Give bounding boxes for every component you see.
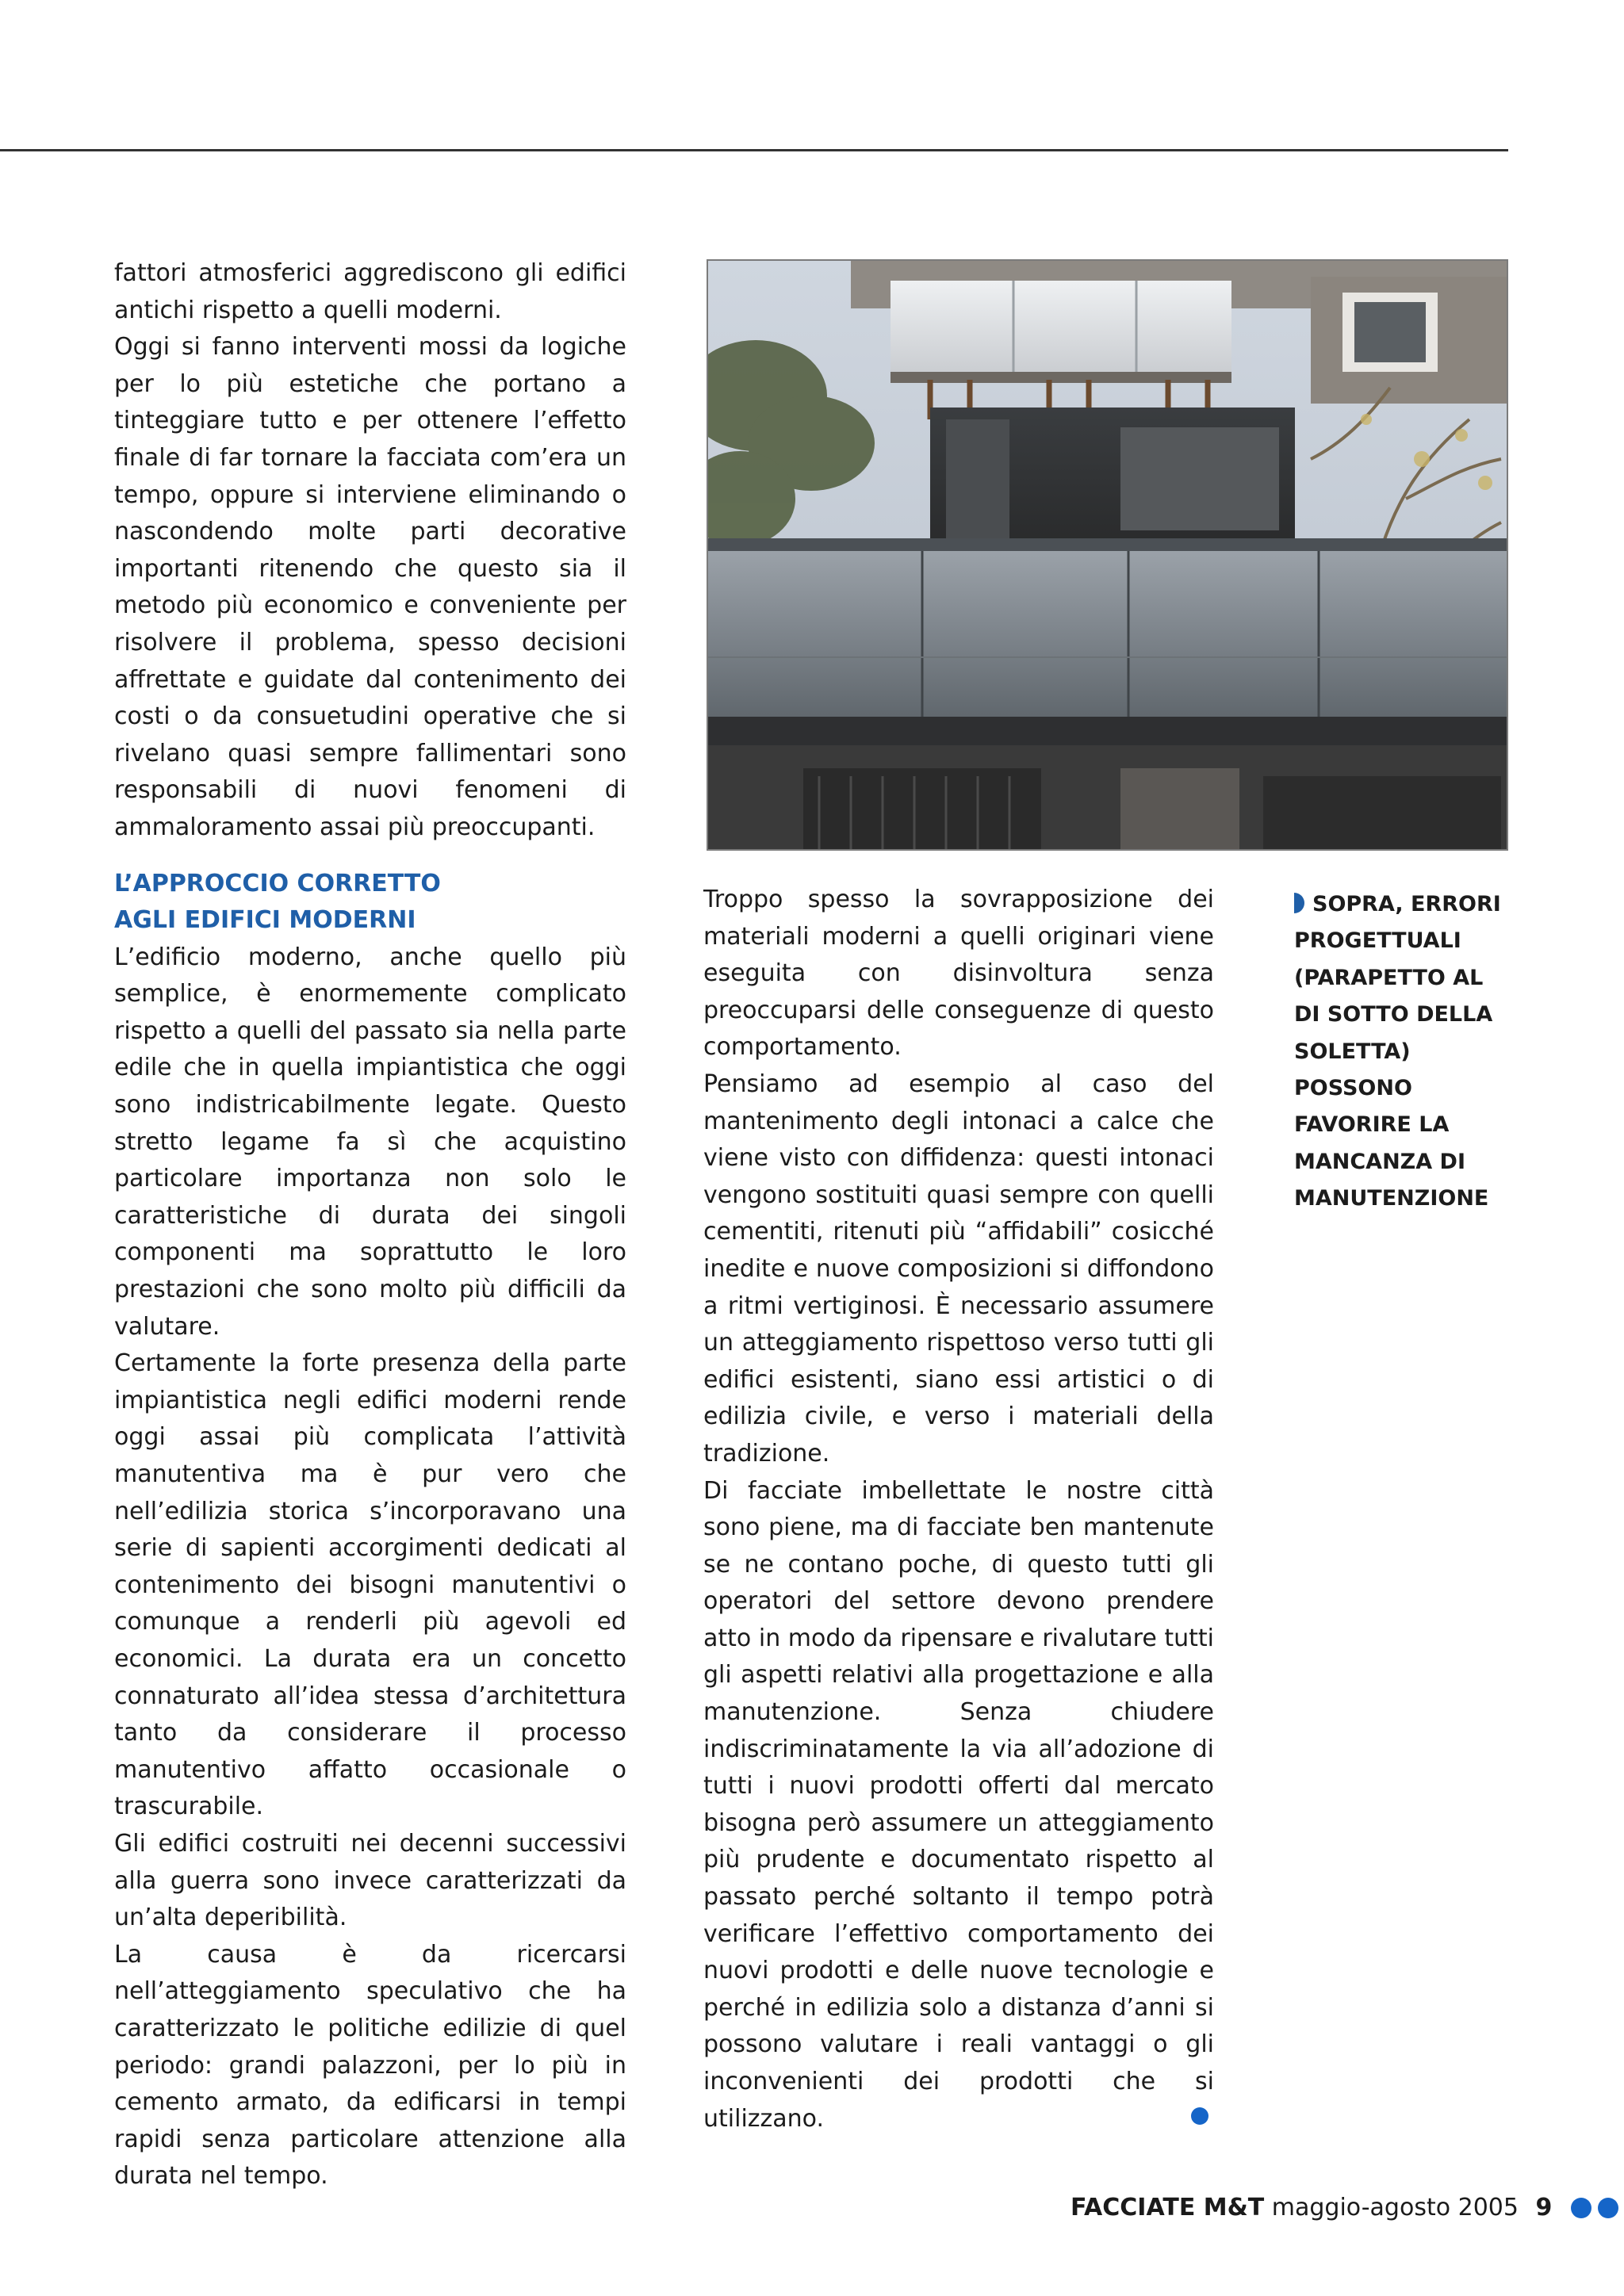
caption-text: SOPRA, ERRORI PROGETTUALI (PARAPETTO AL DI SOTTO DELLA SOLETTA) POSSONO FAVORIRE LA MANCANZA DI MANUTENZIONE <box>1294 892 1501 1211</box>
article-end-dot-icon <box>1191 2107 1208 2125</box>
paragraph: La causa è da ricercarsi nell’atteggiamento speculativo che ha caratterizzato le politiche edilizie di quel periodo: grandi palazzoni, per lo più in cemento armato, da edificarsi in tempi rapidi senza particolare attenzione alla durata nel tempo. <box>114 1940 626 2191</box>
page-number: 9 <box>1535 2194 1553 2221</box>
photo-caption <box>1294 886 1516 1218</box>
caption-marker-icon <box>1294 893 1304 913</box>
paragraph: fattori atmosferici aggrediscono gli edifici antichi rispetto a quelli moderni. <box>114 259 626 324</box>
paragraph: Certamente la forte presenza della parte impiantistica negli edifici moderni rende oggi assai più complicata l’attività manutentiva ma è pur vero che nell’edilizia storica s’incorporavano una serie di sapienti accorgimenti dedicati al contenimento dei bisogni manutentivi o comunque a renderli più agevoli ed economici. La durata era un concetto connaturato all’idea stessa d’architettura tanto da considerare il processo manutentivo affatto occasionale o trascurabile. <box>114 1349 626 1821</box>
header-rule <box>0 149 1508 151</box>
section-heading <box>114 866 626 939</box>
paragraph: Troppo spesso la sovrapposizione dei materiali moderni a quelli originari viene eseguita con disinvoltura senza preoccuparsi delle conseguenze di questo comportamento. <box>703 886 1214 1062</box>
building-facade-photo <box>707 259 1508 851</box>
text-column-left <box>114 255 626 2195</box>
footer-dots-icon <box>1565 2195 1624 2227</box>
section-heading-line-1: L’APPROCCIO CORRETTO <box>114 869 441 897</box>
text-column-middle <box>703 882 1214 2137</box>
page-footer <box>1071 2192 1594 2227</box>
paragraph: Pensiamo ad esempio al caso del mantenimento degli intonaci a calce che viene visto con diffidenza: questi intonaci vengono sostituiti quasi sempre con quelli cementiti, ritenuti più “affidabili” cosicché inedite e nuove composizioni si diffondono a ritmi vertiginosi. È necessario assumere un atteggiamento rispettoso verso tutti gli edifici esistenti, siano essi artistici o di edilizia civile, e verso i materiali della tradizione. <box>703 1070 1214 1468</box>
paragraph: Di facciate imbellettate le nostre città sono piene, ma di facciate ben mantenute se ne contano poche, di questo tutti gli operatori del settore devono prendere atto in modo da ripensare e rivalutare tutti gli aspetti relativi alla progettazione e alla manutenzione. Senza chiudere indiscriminatamente la via all’adozione di tutti i nuovi prodotti offerti dal mercato bisogna però assumere un atteggiamento più prudente e documentato rispetto al passato perché soltanto il tempo potrà verificare l’effettivo comportamento dei nuovi prodotti e delle nuove tecnologie e perché in edilizia solo a distanza d’anni si possono valutare i reali vantaggi o gli inconvenienti dei prodotti che si utilizzano. <box>703 1476 1214 2133</box>
issue-date: maggio-agosto 2005 <box>1271 2194 1519 2221</box>
paragraph: L’edificio moderno, anche quello più semplice, è enormemente complicato rispetto a quelli del passato sia nella parte edile che in quella impiantistica che oggi sono indistricabilmente legate. Questo stretto legame fa sì che acquistino particolare importanza non solo le caratteristiche di durata dei singoli componenti ma soprattutto le loro prestazioni che sono molto più difficili da valutare. <box>114 943 626 1341</box>
paragraph: Gli edifici costruiti nei decenni successivi alla guerra sono invece caratterizzati da un’alta deperibilità. <box>114 1829 626 1932</box>
paragraph: Oggi si fanno interventi mossi da logiche per lo più estetiche che portano a tinteggiare tutto e per ottenere l’effetto finale di far tornare la facciata com’era un tempo, oppure si interviene eliminando o nascondendo molte parti decorative importanti ritenendo che questo sia il metodo più economico e conveniente per risolvere il problema, spesso decisioni affrettate e guidate dal contenimento dei costi o da consuetudini operative che si rivelano quasi sempre fallimentari sono responsabili di nuovi fenomeni di ammaloramento assai più preoccupanti. <box>114 333 626 841</box>
magazine-name: FACCIATE M&T <box>1071 2194 1265 2221</box>
section-heading-line-2: AGLI EDIFICI MODERNI <box>114 906 416 935</box>
